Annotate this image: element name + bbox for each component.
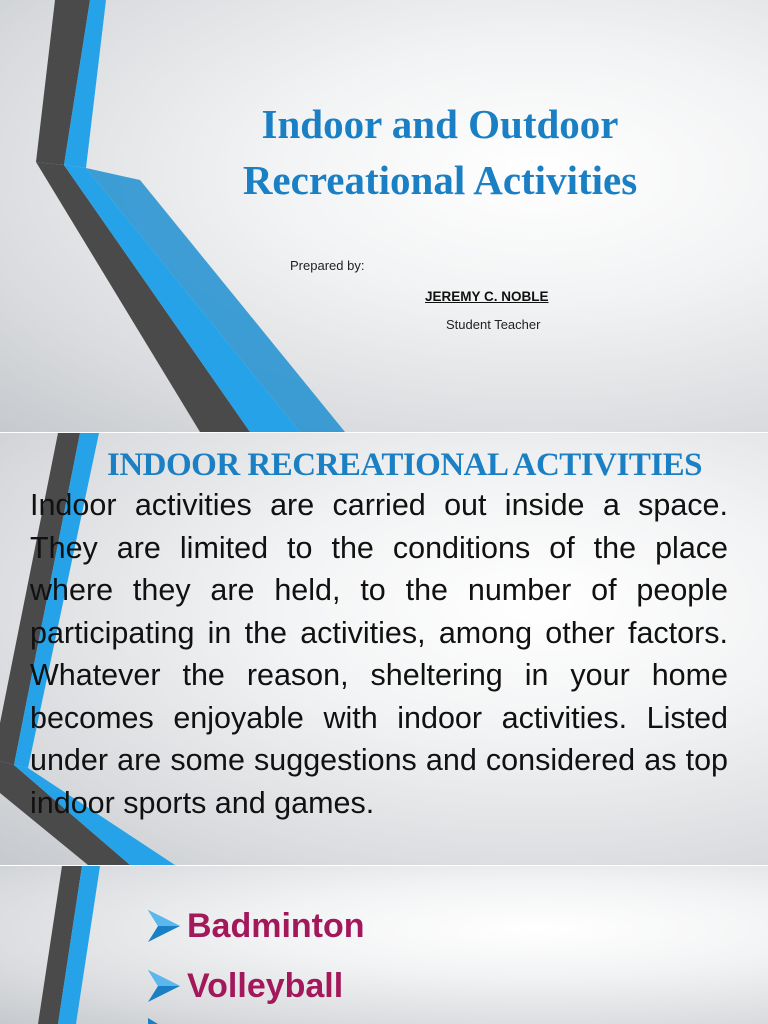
arrow-bullet-icon	[146, 1018, 182, 1024]
author-role: Student Teacher	[446, 317, 541, 332]
decorative-stripes	[0, 866, 768, 1024]
arrow-bullet-icon	[146, 908, 182, 944]
decorative-stripes	[0, 0, 768, 432]
author-name: JEREMY C. NOBLE	[425, 289, 549, 304]
list-item-label: Volleyball	[187, 966, 344, 1005]
activity-list-slide	[0, 866, 768, 1024]
arrow-bullet-icon	[146, 968, 182, 1004]
indoor-description-slide	[0, 433, 768, 865]
list-item-label: Badminton	[187, 906, 365, 945]
list-item	[146, 964, 343, 1008]
section-body-text: Indoor activities are carried out inside a space. They are limited to the conditions of the place where they are held, to the number of people participating in the activities, among other factors. Whatever the reason, sheltering in your home becomes enjoyable with indoor activities. Listed under are some suggestions and considered as top indoor sports and games.	[30, 488, 728, 820]
presentation-title: Indoor and Outdoor Recreational Activities	[242, 101, 638, 203]
list-item	[146, 904, 365, 948]
section-heading: INDOOR RECREATIONAL ACTIVITIES	[107, 447, 703, 483]
title-slide	[0, 0, 768, 432]
prepared-by-label: Prepared by:	[290, 258, 365, 273]
